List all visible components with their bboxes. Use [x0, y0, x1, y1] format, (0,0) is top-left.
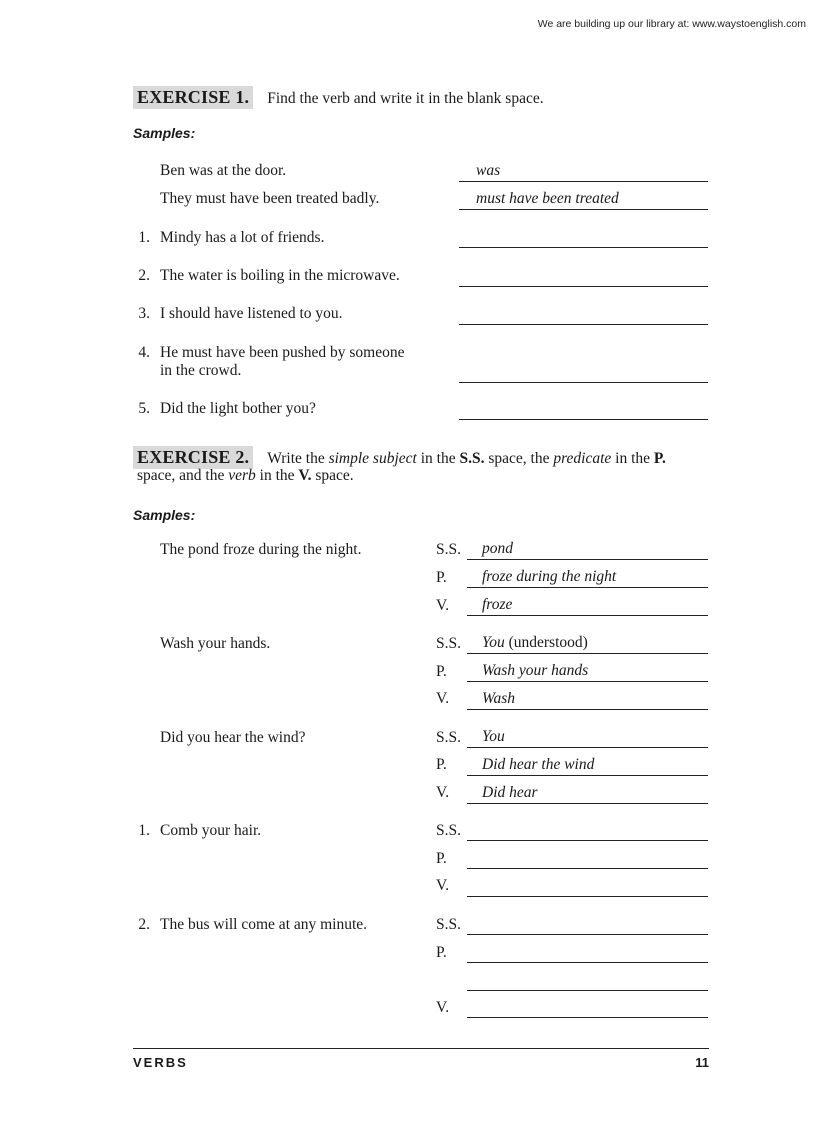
- ex1-item-sentence: Did the light bother you?: [160, 400, 316, 417]
- p-label: P.: [436, 663, 447, 680]
- exercise-2-instruction: Write the simple subject in the S.S. space, the predicate in the P.: [267, 450, 666, 467]
- ex1-sample-sentence: They must have been treated badly.: [160, 190, 380, 207]
- ex1-item-answer-blank[interactable]: [459, 362, 708, 383]
- p-label: P.: [436, 569, 447, 586]
- ex1-item-number: 1.: [138, 229, 150, 246]
- ex2-sample-p: Wash your hands: [482, 662, 589, 679]
- ex2-sample-p: froze during the night: [482, 568, 617, 585]
- ex2-item-sentence: Comb your hair.: [160, 822, 262, 839]
- p-label: P.: [436, 756, 447, 773]
- ex2-item-number: 1.: [138, 822, 150, 839]
- ex1-item-answer-blank[interactable]: [459, 227, 708, 248]
- ex2-sample-ss: pond: [482, 540, 513, 557]
- exercise-1-instruction: Find the verb and write it in the blank space.: [267, 90, 544, 107]
- ex2-sample-ss-note: (understood): [504, 634, 588, 651]
- v-label: V.: [436, 597, 450, 614]
- exercise-1-samples-label: Samples:: [133, 125, 196, 141]
- ex2-sample-p-line: [467, 755, 708, 776]
- footer-section-title: VERBS: [133, 1055, 188, 1070]
- ex2-sample-v-line: [467, 689, 708, 710]
- v-label: V.: [436, 784, 450, 801]
- ex1-item-sentence: He must have been pushed by someone: [160, 344, 405, 361]
- exercise-2-samples-label: Samples:: [133, 507, 196, 523]
- ex2-sample-sentence: The pond froze during the night.: [160, 541, 362, 558]
- exercise-2-instruction-cont: space, and the verb in the V. space.: [137, 467, 354, 484]
- ss-label: S.S.: [436, 635, 461, 652]
- ex1-item-sentence: The water is boiling in the microwave.: [160, 267, 400, 284]
- ex2-item-ss-blank[interactable]: [467, 914, 708, 935]
- page-number: 11: [695, 1055, 709, 1070]
- ex1-item-sentence: Mindy has a lot of friends.: [160, 229, 325, 246]
- exercise-2-heading: [133, 446, 713, 469]
- ex2-sample-p-line: [467, 567, 708, 588]
- exercise-1-title: EXERCISE 1.: [133, 86, 253, 109]
- header-note: We are building up our library at: www.waystoenglish.com: [537, 18, 806, 30]
- ss-label: S.S.: [436, 729, 461, 746]
- ss-label: S.S.: [436, 822, 461, 839]
- footer-rule: [133, 1048, 709, 1049]
- ex1-item-sentence: I should have listened to you.: [160, 305, 343, 322]
- ex1-item-number: 3.: [138, 305, 150, 322]
- ex2-sample-v: Wash: [482, 690, 516, 707]
- v-label: V.: [436, 999, 450, 1016]
- ex1-sample-answer: was: [476, 162, 501, 179]
- ex1-item-answer-blank[interactable]: [459, 266, 708, 287]
- ex2-sample-p: Did hear the wind: [482, 756, 595, 773]
- ex2-sample-p-line: [467, 661, 708, 682]
- ex2-item-p-blank[interactable]: [467, 942, 708, 963]
- v-label: V.: [436, 877, 450, 894]
- ex1-item-number: 4.: [138, 344, 150, 361]
- ex2-sample-ss-line: [467, 633, 708, 654]
- ss-label: S.S.: [436, 916, 461, 933]
- ex1-sample-answer-line: [459, 189, 708, 210]
- exercise-2-title: EXERCISE 2.: [133, 446, 253, 469]
- ex2-item-number: 2.: [138, 916, 150, 933]
- ex2-item-sentence: The bus will come at any minute.: [160, 916, 368, 933]
- v-label: V.: [436, 690, 450, 707]
- ex1-item-answer-blank[interactable]: [459, 399, 708, 420]
- ex2-sample-v-line: [467, 595, 708, 616]
- ex2-item-v-blank[interactable]: [467, 997, 708, 1018]
- ex2-item-ss-blank[interactable]: [467, 820, 708, 841]
- ex1-item-number: 5.: [138, 400, 150, 417]
- exercise-1-heading: [133, 86, 544, 109]
- ex2-sample-ss-line: [467, 727, 708, 748]
- ex2-item-p-blank-2[interactable]: [467, 970, 708, 991]
- p-label: P.: [436, 850, 447, 867]
- p-label: P.: [436, 944, 447, 961]
- ex1-sample-sentence: Ben was at the door.: [160, 162, 287, 179]
- ex2-sample-sentence: Wash your hands.: [160, 635, 271, 652]
- ex2-sample-ss: You: [482, 728, 505, 745]
- ex2-sample-ss-line: [467, 539, 708, 560]
- ex1-item-answer-blank[interactable]: [459, 304, 708, 325]
- ex2-sample-v-line: [467, 783, 708, 804]
- ex2-sample-ss: You: [482, 634, 505, 651]
- ex1-item-number: 2.: [138, 267, 150, 284]
- ex1-sample-answer: must have been treated: [476, 190, 619, 207]
- ex1-item-sentence-cont: in the crowd.: [160, 362, 242, 379]
- ss-label: S.S.: [436, 541, 461, 558]
- ex1-sample-answer-line: [459, 161, 708, 182]
- ex2-sample-v: Did hear: [482, 784, 538, 801]
- ex2-sample-sentence: Did you hear the wind?: [160, 729, 306, 746]
- ex2-sample-v: froze: [482, 596, 513, 613]
- ex2-item-p-blank[interactable]: [467, 848, 708, 869]
- ex2-item-v-blank[interactable]: [467, 876, 708, 897]
